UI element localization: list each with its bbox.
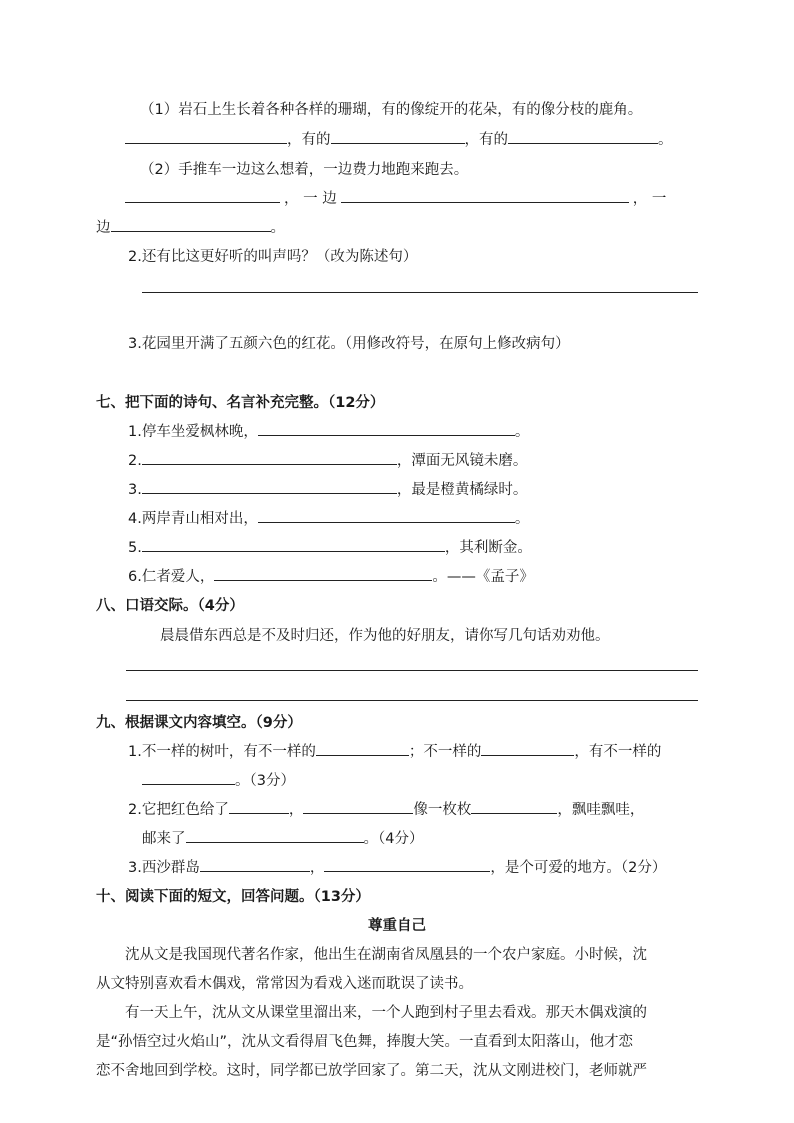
blank[interactable] (341, 189, 629, 203)
item-text: ；不一样的 (408, 744, 482, 760)
passage-line: 沈从文是我国现代著名作家，他出生在湖南省凤凰县的一个农户家庭。小时候，沈 (125, 947, 647, 963)
blank[interactable] (214, 567, 432, 581)
blank[interactable] (331, 130, 465, 144)
passage-line: 从文特别喜欢看木偶戏，常常因为看戏入迷而耽误了读书。 (96, 976, 473, 992)
answer-line[interactable] (126, 700, 698, 701)
item-text: 。——《孟子》 (432, 569, 534, 585)
poem-item-3 (128, 480, 527, 500)
blank[interactable] (471, 800, 557, 814)
item-text: 。（3分） (235, 773, 295, 789)
fill-q1-line1 (128, 742, 661, 762)
blank[interactable] (324, 858, 490, 872)
item-text: ，飘哇飘哇， (557, 802, 645, 818)
item-text: 。 (514, 511, 530, 527)
connector-text: ，有的 (287, 132, 331, 148)
item-text: 1.不一样的树叶，有不一样的 (128, 744, 316, 760)
connector-text: ， 一 边 (284, 191, 337, 207)
section-9-heading: 九、根据课文内容填空。（9分） (96, 715, 302, 731)
q1-2-answer-line-cont (96, 218, 285, 238)
blank[interactable] (200, 858, 310, 872)
item-text: 2.它把红色给了 (128, 802, 229, 818)
q1-2-sentence: （2）手推车一边这么想着，一边费力地跑来跑去。 (140, 162, 469, 178)
item-text: ，潭面无风镜未磨。 (396, 453, 528, 469)
section-7-heading: 七、把下面的诗句、名言补充完整。（12分） (96, 395, 385, 411)
answer-line[interactable] (142, 292, 698, 293)
blank[interactable] (125, 130, 287, 144)
passage-line: 是“孙悟空过火焰山”，沈从文看得眉飞色舞，捧腹大笑。一直看到太阳落山，他才恋 (96, 1034, 634, 1050)
connector-text: ，有的 (464, 132, 508, 148)
item-text: 。（4分） (363, 831, 424, 847)
blank[interactable] (142, 538, 445, 552)
item-text: 邮来了 (142, 831, 186, 847)
blank[interactable] (508, 130, 658, 144)
item-text: 3.西沙群岛 (128, 860, 200, 876)
item-text: ，有不一样的 (574, 744, 662, 760)
poem-item-5 (128, 538, 532, 558)
blank[interactable] (258, 509, 515, 523)
blank[interactable] (258, 422, 515, 436)
connector-text: 边 (96, 220, 111, 236)
blank[interactable] (142, 480, 397, 494)
item-text: 。 (514, 424, 530, 440)
passage-title: 尊重自己 (368, 918, 426, 934)
fill-q2-line1 (128, 800, 644, 820)
section-10-heading: 十、阅读下面的短文，回答问题。（13分） (96, 889, 370, 905)
section-8-prompt: 晨晨借东西总是不及时归还，作为他的好朋友，请你写几句话劝劝他。 (160, 628, 610, 644)
blank[interactable] (111, 218, 271, 232)
section-8-heading: 八、口语交际。（4分） (96, 598, 244, 614)
poem-item-6 (128, 567, 534, 587)
blank[interactable] (303, 800, 413, 814)
question-2: 2.还有比这更好听的叫声吗？（改为陈述句） (128, 249, 418, 265)
item-text: ，最是橙黄橘绿时。 (396, 482, 528, 498)
item-text: 2. (128, 453, 142, 469)
poem-item-2 (128, 451, 527, 471)
passage-line: 有一天上午，沈从文从课堂里溜出来，一个人跑到村子里去看戏。那天木偶戏演的 (125, 1005, 647, 1021)
item-text: ， (288, 802, 304, 818)
q1-1-answer-line (125, 130, 673, 150)
item-text: 3. (128, 482, 142, 498)
item-text: 6.仁者爱人， (128, 569, 215, 585)
blank[interactable] (125, 189, 280, 203)
item-text: 像一枚枚 (413, 802, 472, 818)
connector-text: 。 (270, 220, 285, 236)
item-text: ， (309, 860, 325, 876)
fill-q3 (128, 858, 666, 878)
item-text: 5. (128, 540, 142, 556)
fill-q1-line2 (142, 771, 295, 791)
blank[interactable] (229, 800, 289, 814)
passage-line: 恋不舍地回到学校。这时，同学都已放学回家了。第二天，沈从文刚进校门，老师就严 (96, 1063, 647, 1079)
connector-text: 。 (658, 132, 673, 148)
blank[interactable] (316, 742, 409, 756)
blank[interactable] (142, 771, 235, 785)
blank[interactable] (481, 742, 574, 756)
q1-1-sentence: （1）岩石上生长着各种各样的珊瑚，有的像绽开的花朵，有的像分枝的鹿角。 (140, 102, 643, 118)
answer-line[interactable] (126, 670, 698, 671)
q1-2-answer-line (125, 189, 666, 209)
item-text: 1.停车坐爱枫林晚， (128, 424, 258, 440)
poem-item-4 (128, 509, 529, 529)
fill-q2-line2 (142, 829, 423, 849)
blank[interactable] (186, 829, 364, 843)
item-text: ，其利断金。 (444, 540, 532, 556)
blank[interactable] (142, 451, 397, 465)
question-3: 3.花园里开满了五颜六色的红花。（用修改符号，在原句上修改病句） (128, 336, 570, 352)
item-text: 4.两岸青山相对出， (128, 511, 258, 527)
poem-item-1 (128, 422, 529, 442)
item-text: ，是个可爱的地方。（2分） (490, 860, 667, 876)
connector-text: ， 一 (632, 191, 667, 207)
